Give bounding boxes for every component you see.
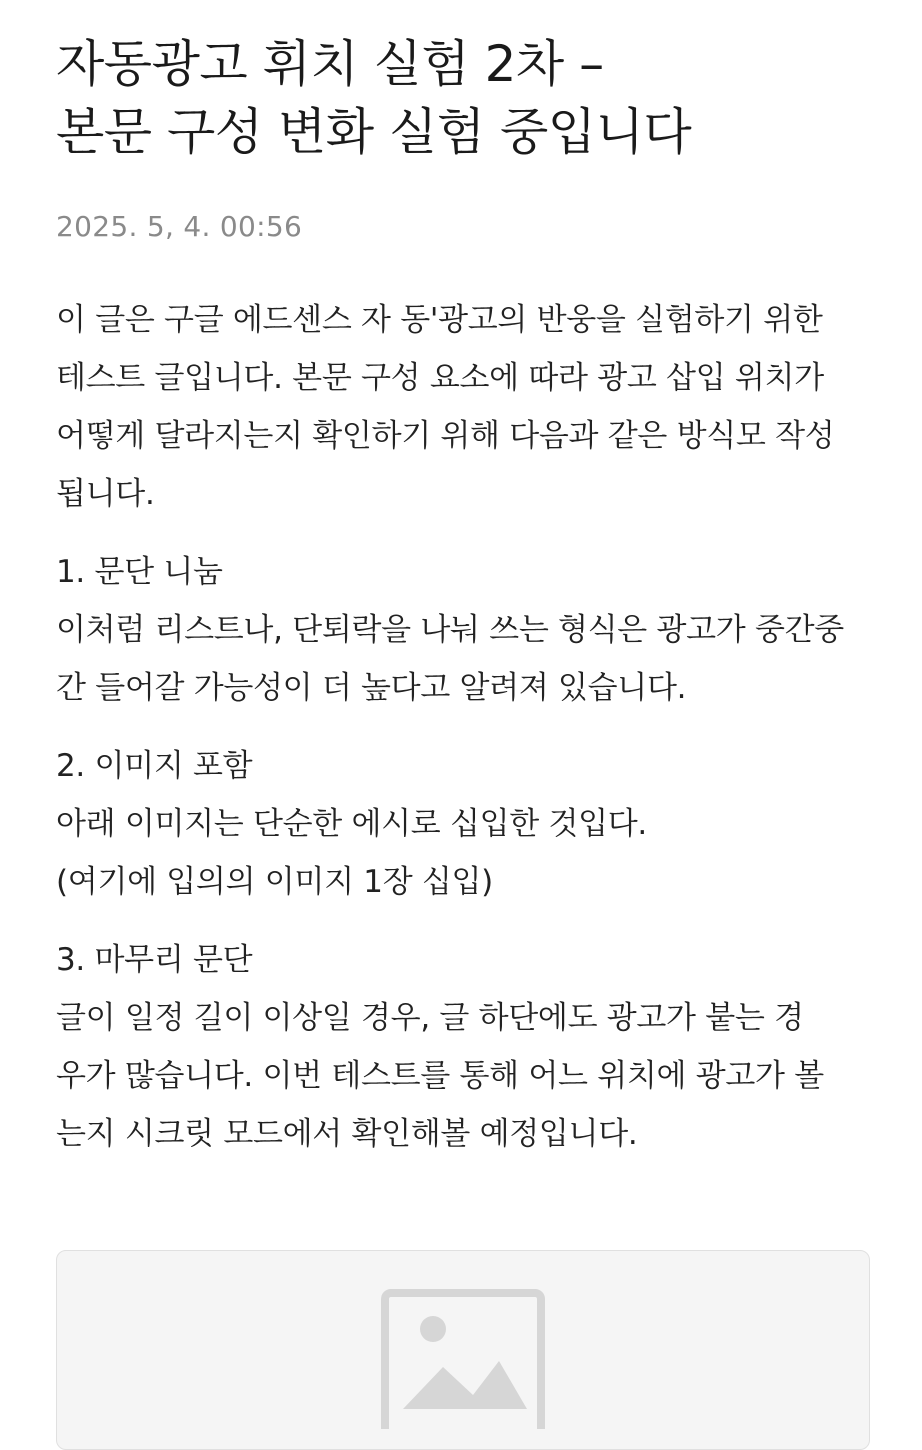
paragraph-line: (여기에 입의의 이미지 1장 십입) — [56, 864, 493, 900]
article — [56, 30, 876, 1163]
section-image-include — [56, 737, 876, 911]
paragraph-line: 아래 이미지는 단순한 에시로 십입한 것입다. — [56, 806, 647, 842]
paragraph-line: 이처럼 리스트나, 단퇴락을 나눠 쓰는 형식은 광고가 중간중 — [56, 612, 844, 648]
paragraph-line: 우가 많습니다. 이번 테스트를 통해 어느 위치에 광고가 볼 — [56, 1058, 824, 1094]
paragraph-line: 테스트 글입니다. 본문 구성 요소에 따라 광고 삽입 위치가 — [56, 360, 824, 396]
paragraph-line: 글이 일정 길이 이상일 경우, 글 하단에도 광고가 붙는 경 — [56, 1000, 804, 1036]
section-closing — [56, 931, 876, 1163]
paragraph-line: 됩니다. — [56, 476, 155, 512]
section-paragraph-split — [56, 543, 876, 717]
post-body — [56, 291, 876, 1163]
section-heading: 3. 마무리 문단 — [56, 942, 253, 978]
paragraph-line: 간 들어갈 가능성이 더 높다고 알려져 있습니다. — [56, 670, 687, 706]
section-heading: 1. 문단 니눔 — [56, 554, 223, 590]
paragraph-line: 는지 시크릿 모드에서 확인해볼 예정입니다. — [56, 1116, 638, 1152]
section-heading: 2. 이미지 포함 — [56, 748, 253, 784]
post-date: 2025. 5, 4. 00:56 — [56, 210, 303, 243]
paragraph-line: 어떻게 달라지는지 확인하기 위해 다음과 같은 방식모 작성 — [56, 418, 835, 454]
image-icon — [381, 1289, 545, 1429]
post-title — [56, 30, 876, 166]
post-title-line: 본문 구성 변화 실험 중입니다 — [56, 103, 692, 161]
image-placeholder[interactable] — [56, 1250, 870, 1450]
post-title-line: 자동광고 휘치 실험 2차 – — [56, 35, 604, 93]
paragraph-line: 이 글은 구글 에드센스 자 동'광고의 반웅을 실험하기 위한 — [56, 302, 823, 338]
intro-paragraph — [56, 291, 876, 523]
